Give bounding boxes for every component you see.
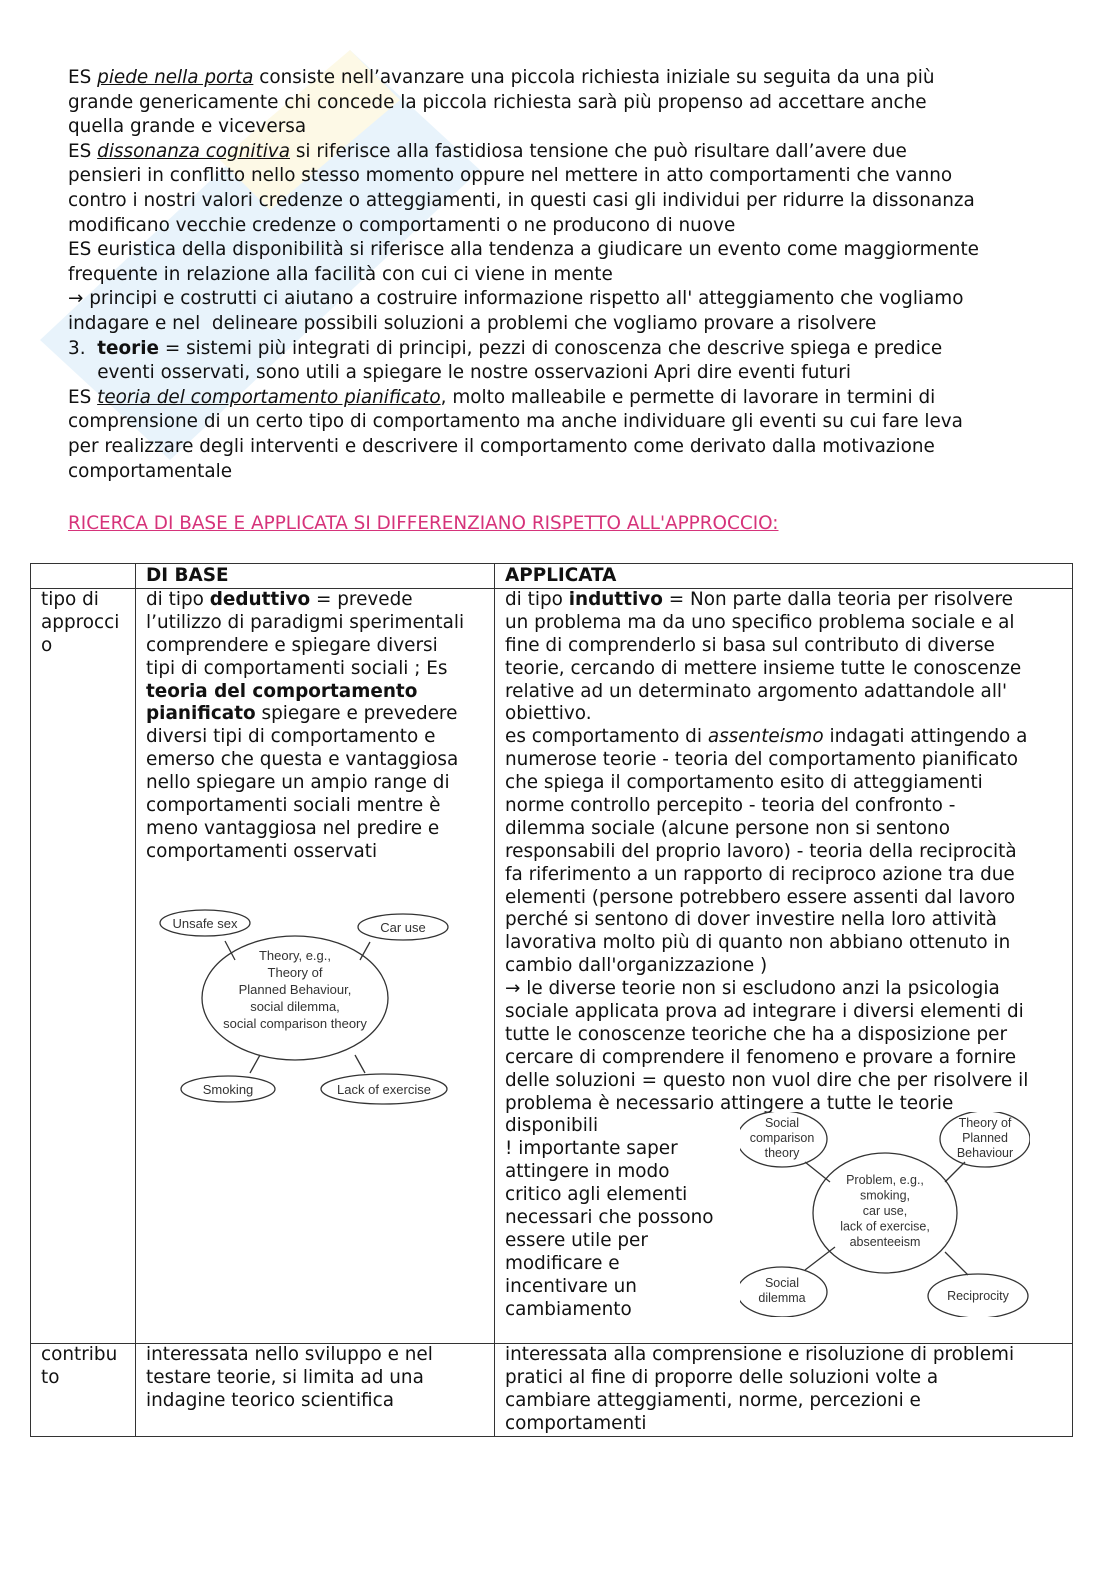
cell-applied-contribution (495, 1344, 1073, 1437)
cell-line: cambio dall'organizzazione ) (505, 955, 768, 977)
cell-line: dilemma sociale (alcune persone non si sentono (505, 817, 950, 839)
cell-line: diversi tipi di comportamento e (146, 726, 436, 748)
text-line: per realizzare degli interventi e descrivere il comportamento come derivato dalla motivazione (68, 435, 935, 457)
cell-line: di tipo induttivo = Non parte dalla teoria per risolvere (505, 589, 1013, 610)
cell-line: di tipo deduttivo = prevede (146, 589, 413, 610)
text-line: quella grande e viceversa (68, 116, 307, 138)
cell-line: comportamenti osservati (146, 840, 378, 862)
cell-line: un problema ma da uno specifico problema sociale e al (505, 611, 1015, 633)
header-applied: APPLICATA (495, 564, 1073, 589)
cell-line: fa riferimento a un rapporto di reciproco azione tra due (505, 863, 1015, 885)
cell-line: critico agli elementi (505, 1184, 688, 1206)
cell-line: tipi di comportamenti sociali ; Es (146, 657, 448, 679)
cell-line: delle soluzioni = questo non vuol dire che per risolvere il (505, 1069, 1029, 1091)
cell-line: teoria del comportamento (146, 680, 418, 702)
diagram-node-label: dilemma (758, 1291, 806, 1305)
text-line: comportamentale (68, 460, 233, 482)
diagram-center-text: lack of exercise, (840, 1219, 930, 1234)
cell-line: incentivare un (505, 1275, 637, 1297)
cell-line: attingere in modo (505, 1161, 670, 1183)
diagram-node-label: Unsafe sex (172, 916, 238, 931)
diagram-node-label: Smoking (202, 1082, 254, 1097)
diagram-node-label: Behaviour (956, 1146, 1014, 1160)
cell-line: pratici al fine di proporre delle soluzioni volte a (505, 1366, 939, 1388)
cell-line: nello spiegare un ampio range di (146, 772, 450, 794)
cell-base-contribution (136, 1344, 495, 1437)
cell-line: essere utile per (505, 1229, 648, 1251)
diagram-center-text: Planned Behaviour, (238, 982, 352, 997)
text-line: → principi e costrutti ci aiutano a costruire informazione rispetto all' atteggiamento che vogliamo (68, 288, 964, 310)
cell-line: disponibili (505, 1115, 599, 1137)
cell-line: cambiare atteggiamenti, norme, percezioni e (505, 1389, 921, 1411)
row-label-line: approcci (41, 611, 120, 633)
text-line: ES teoria del comportamento pianificato, molto malleabile e permette di lavorare in termini di (68, 386, 936, 408)
diagram-node-label: theory (764, 1146, 800, 1160)
row-label-line: tipo di (41, 589, 99, 610)
cell-line: lavorativa molto più di quanto non abbiano ottenuto in (505, 932, 1011, 954)
diagram-center-text: Theory of (267, 965, 323, 980)
diagram-node-label: Lack of exercise (337, 1082, 431, 1097)
text-line: frequente in relazione alla facilità con cui ci viene in mente (68, 263, 613, 285)
diagram-node-label: Reciprocity (947, 1289, 1009, 1303)
cell-line: comportamenti (505, 1412, 647, 1434)
diagram-node-label: Theory of (958, 1116, 1012, 1130)
row-label-approach (31, 589, 136, 1344)
cell-line: tutte le conoscenze teoriche che ha a disposizione per (505, 1023, 1008, 1045)
header-empty (31, 564, 136, 589)
cell-line: emerso che questa e vantaggiosa (146, 749, 459, 771)
cell-line: comportamenti sociali mentre è (146, 795, 441, 817)
cell-line: necessari che possono (505, 1207, 714, 1229)
row-label-line: to (41, 1366, 60, 1388)
cell-line: responsabili del proprio lavoro) - teoria della reciprocità (505, 840, 1017, 862)
header-base: DI BASE (136, 564, 495, 589)
diagram-center-text: Theory, e.g., (258, 948, 332, 963)
cell-line: es comportamento di assenteismo indagati attingendo a (505, 726, 1028, 748)
intro-text (68, 66, 979, 484)
table-row-contribution (31, 1344, 1073, 1437)
cell-line: → le diverse teorie non si escludono anzi la psicologia (505, 978, 1000, 1000)
table-header-row (31, 564, 1073, 589)
cell-line: elementi (persone potrebbero essere assenti dal lavoro (505, 886, 1016, 908)
cell-line: numerose teorie - teoria del comportamento pianificato (505, 749, 1018, 771)
text-line: eventi osservati, sono utili a spiegare le nostre osservazioni Apri dire eventi futuri (68, 362, 851, 384)
row-label-line: o (41, 634, 53, 656)
cell-line: modificare e (505, 1252, 620, 1274)
cell-line: relative ad un determinato argomento adattandole all' (505, 680, 1008, 702)
diagram-node-label: Social (764, 1116, 800, 1130)
cell-line: fine di comprenderlo si basa sul contributo di diverse (505, 634, 995, 656)
cell-line: l’utilizzo di paradigmi sperimentali (146, 611, 465, 633)
cell-line: comprendere e spiegare diversi (146, 634, 438, 656)
cell-line: obiettivo. (505, 703, 592, 725)
cell-line: sociale applicata prova ad integrare i diversi elementi di (505, 1001, 1024, 1023)
cell-line: indagine teorico scientifica (146, 1389, 395, 1411)
problem-diagram (740, 1112, 1030, 1317)
text-line: indagare e nel delineare possibili soluzioni a problemi che vogliamo provare a risolvere (68, 312, 877, 334)
cell-line: ! importante saper (505, 1138, 678, 1160)
text-line: ES euristica della disponibilità si riferisce alla tendenza a giudicare un evento come maggiormente (68, 239, 979, 261)
section-heading: RICERCA DI BASE E APPLICATA SI DIFFERENZIANO RISPETTO ALL'APPROCCIO: (68, 513, 779, 534)
cell-line: cambiamento (505, 1298, 632, 1320)
cell-line: testare teorie, si limita ad una (146, 1366, 424, 1388)
cell-line: cercare di comprendere il fenomeno e provare a fornire (505, 1046, 1017, 1068)
text-line: ES dissonanza cognitiva si riferisce alla fastidiosa tensione che può risultare dall’avere due (68, 140, 907, 162)
cell-line: interessata alla comprensione e risoluzione di problemi (505, 1344, 1015, 1365)
text-line: comprensione di un certo tipo di comportamento ma anche individuare gli eventi su cui fare leva (68, 411, 963, 433)
cell-line: perché si sentono di dover investire nella loro attività (505, 909, 997, 931)
text-line: ES piede nella porta consiste nell’avanzare una piccola richiesta iniziale su seguita da una più (68, 67, 935, 88)
cell-line: norme controllo percepito - teoria del confronto - (505, 795, 956, 817)
cell-line: interessata nello sviluppo e nel (146, 1344, 433, 1365)
diagram-node-label: Planned (962, 1131, 1008, 1145)
diagram-node-label: Car use (380, 920, 426, 935)
diagram-center-text: car use, (862, 1204, 908, 1218)
text-line: pensieri in conflitto nello stesso momento oppure nel mettere in atto comportamenti che vanno (68, 165, 953, 187)
row-label-contribution (31, 1344, 136, 1437)
text-line: contro i nostri valori credenze o atteggiamenti, in questi casi gli individui per ridurre la dissonanza (68, 189, 975, 211)
text-line: modificano vecchie credenze o comportamenti o ne producono di nuove (68, 214, 736, 236)
theory-diagram (155, 905, 455, 1105)
text-line: 3. teorie = sistemi più integrati di principi, pezzi di conoscenza che descrive spiega e predice (68, 337, 943, 359)
cell-line: problema è necessario attingere a tutte le teorie (505, 1092, 954, 1114)
diagram-center-text: social comparison theory (223, 1016, 367, 1031)
diagram-node-label: comparison (749, 1131, 815, 1145)
diagram-center-text: absenteeism (849, 1235, 921, 1249)
text-line: grande genericamente chi concede la piccola richiesta sarà più propenso ad accettare anche (68, 91, 927, 113)
diagram-center-text: smoking, (859, 1188, 911, 1203)
cell-line: pianificato spiegare e prevedere (146, 703, 458, 725)
cell-line: che spiega il comportamento esito di atteggiamenti (505, 772, 983, 794)
diagram-center-text: Problem, e.g., (846, 1173, 924, 1187)
diagram-center-text: social dilemma, (250, 999, 340, 1014)
cell-line: meno vantaggiosa nel predire e (146, 817, 440, 839)
cell-line: teorie, cercando di mettere insieme tutte le conoscenze (505, 657, 1022, 679)
row-label-line: contribu (41, 1344, 118, 1365)
diagram-node-label: Social (764, 1276, 800, 1290)
